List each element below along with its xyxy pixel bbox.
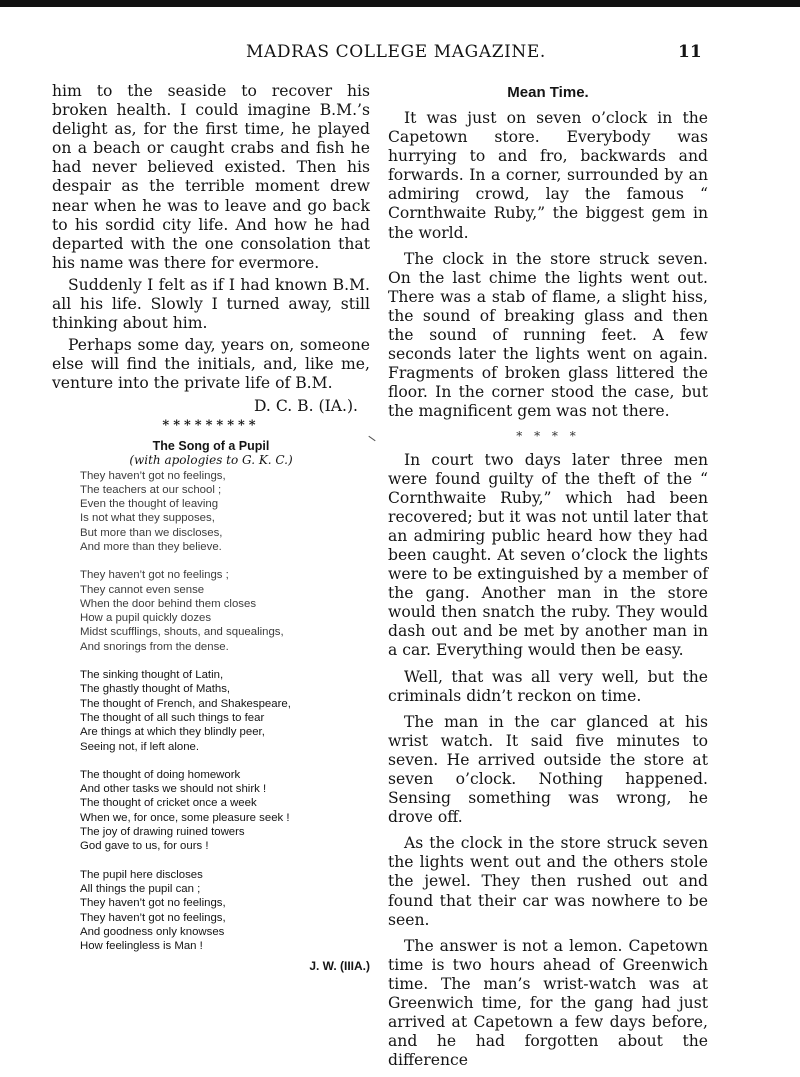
poem-line: The pupil here discloses bbox=[80, 868, 203, 881]
story-paragraph: It was just on seven o’clock in the Capetown store. Everybody was hurrying to and fro, backwards and forwards. In a corner, surrounded by an admiring crowd, lay the famous “ Cornthwaite Ruby,” the biggest gem in the world. bbox=[388, 109, 708, 242]
poem-line: But more than we discloses, bbox=[80, 526, 223, 539]
poem-line: How feelingless is Man ! bbox=[80, 940, 203, 953]
article-paragraph: Suddenly I felt as if I had known B.M. all his life. Slowly I turned away, still thinking about him. bbox=[52, 275, 370, 333]
poem-line: God gave to us, for ours ! bbox=[80, 840, 209, 853]
poem-line: Midst scufflings, shouts, and squealings, bbox=[80, 626, 284, 639]
story-paragraph: The clock in the store struck seven. On the last chime the lights went out. There was a stab of flame, a slight hiss, the sound of breaking glass and then the sound of running feet. A few seconds later the lights went on again. Fragments of broken glass littered the floor. In the corner stood the case, but the magnificent gem was not there. bbox=[388, 249, 708, 421]
poem-line: They haven’t got no feelings, bbox=[80, 897, 226, 910]
poem-line: They haven’t got no feelings, bbox=[80, 469, 226, 482]
top-border-rule bbox=[0, 0, 800, 7]
poem-line: They haven’t got no feelings, bbox=[80, 911, 226, 924]
poem-line: The thought of doing homework bbox=[80, 768, 241, 781]
poem-line: Is not what they supposes, bbox=[80, 512, 215, 525]
article-paragraph: him to the seaside to recover his broken health. I could imagine B.M.’s delight as, for the first time, he played on a beach or caught crabs and fish he had never believed existed. Then his despair as the terrible moment drew near when he was to leave and go back to his sordid city life. And how he had departed with the one consolation that his name was there for evermore. bbox=[52, 82, 370, 272]
poem-line: And other tasks we should not shirk ! bbox=[80, 783, 267, 796]
scene-break: * * * * bbox=[516, 428, 580, 443]
poem-line: The thought of French, and Shakespeare, bbox=[80, 697, 291, 710]
poem-line: The thought of cricket once a week bbox=[80, 797, 257, 810]
right-column bbox=[388, 82, 708, 1077]
poem-signature: J. W. (IIIA.) bbox=[309, 959, 370, 974]
poem-line: Seeing not, if left alone. bbox=[80, 740, 200, 753]
poem-line: The thought of all such things to fear bbox=[80, 711, 265, 724]
article-paragraph: Perhaps some day, years on, someone else will find the initials, and, like me, venture into the private life of B.M. bbox=[52, 336, 370, 393]
poem-line: The joy of drawing ruined towers bbox=[80, 826, 245, 839]
story-title: Mean Time. bbox=[507, 84, 589, 101]
poem-line: The sinking thought of Latin, bbox=[80, 669, 224, 682]
poem-line: How a pupil quickly dozes bbox=[80, 612, 212, 625]
story-paragraph: In court two days later three men were found guilty of the theft of the “ Cornthwaite Ruby,” which had been recovered; but it was not until later that an admiring public heard how they had been caught. At seven o’clock the lights were to be extinguished by a member of the gang. Another man in the store would then snatch the ruby. They would dash out and be met by another man in a car. Everything would then be easy. bbox=[388, 450, 708, 660]
poem-line: The teachers at our school ; bbox=[80, 483, 222, 496]
poem-subtitle: (with apologies to G. K. C.) bbox=[129, 452, 293, 467]
story-paragraph: As the clock in the store struck seven the lights went out and the others stole the jewel. They then rushed out and found that their car was nowhere to be seen. bbox=[388, 834, 708, 929]
poem-line: When we, for once, some pleasure seek ! bbox=[80, 811, 290, 824]
poem-stanza bbox=[80, 469, 370, 555]
poem-line: Are things at which they blindly peer, bbox=[80, 726, 265, 739]
story-paragraph: The man in the car glanced at his wrist watch. It said five minutes to seven. He arrived outside the store at seven o’clock. Nothing happened. Sensing something was wrong, he drove off. bbox=[388, 712, 708, 827]
story-paragraph: The answer is not a lemon. Capetown time is two hours ahead of Greenwich time. The man’s wrist-watch was at Greenwich time, for the gang had just arrived at Capetown a few days before, and he had forgotten about the difference bbox=[388, 936, 708, 1070]
poem-line: They cannot even sense bbox=[80, 583, 205, 596]
poem-line: And more than they believe. bbox=[80, 540, 222, 553]
poem-stanza bbox=[80, 868, 370, 954]
left-column bbox=[52, 82, 370, 973]
poem-line: When the door behind them closes bbox=[80, 597, 257, 610]
poem-stanza bbox=[80, 568, 370, 654]
poem-stanza bbox=[80, 668, 370, 754]
poem-line: They haven’t got no feelings ; bbox=[80, 569, 229, 582]
poem-line: And snorings from the dense. bbox=[80, 640, 229, 653]
section-separator: ********* bbox=[162, 417, 260, 433]
magazine-title: MADRAS COLLEGE MAGAZINE. bbox=[246, 42, 546, 62]
poem-line: The ghastly thought of Maths, bbox=[80, 683, 231, 696]
article-signature: D. C. B. (IA.). bbox=[253, 396, 358, 415]
poem-title: The Song of a Pupil bbox=[152, 438, 270, 453]
poem-stanza bbox=[80, 768, 370, 854]
poem-line: And goodness only knowses bbox=[80, 925, 225, 938]
story-paragraph: Well, that was all very well, but the criminals didn’t reckon on time. bbox=[388, 667, 708, 705]
poem-line: Even the thought of leaving bbox=[80, 498, 219, 511]
poem-line: All things the pupil can ; bbox=[80, 882, 201, 895]
page-number: 11 bbox=[678, 42, 702, 62]
